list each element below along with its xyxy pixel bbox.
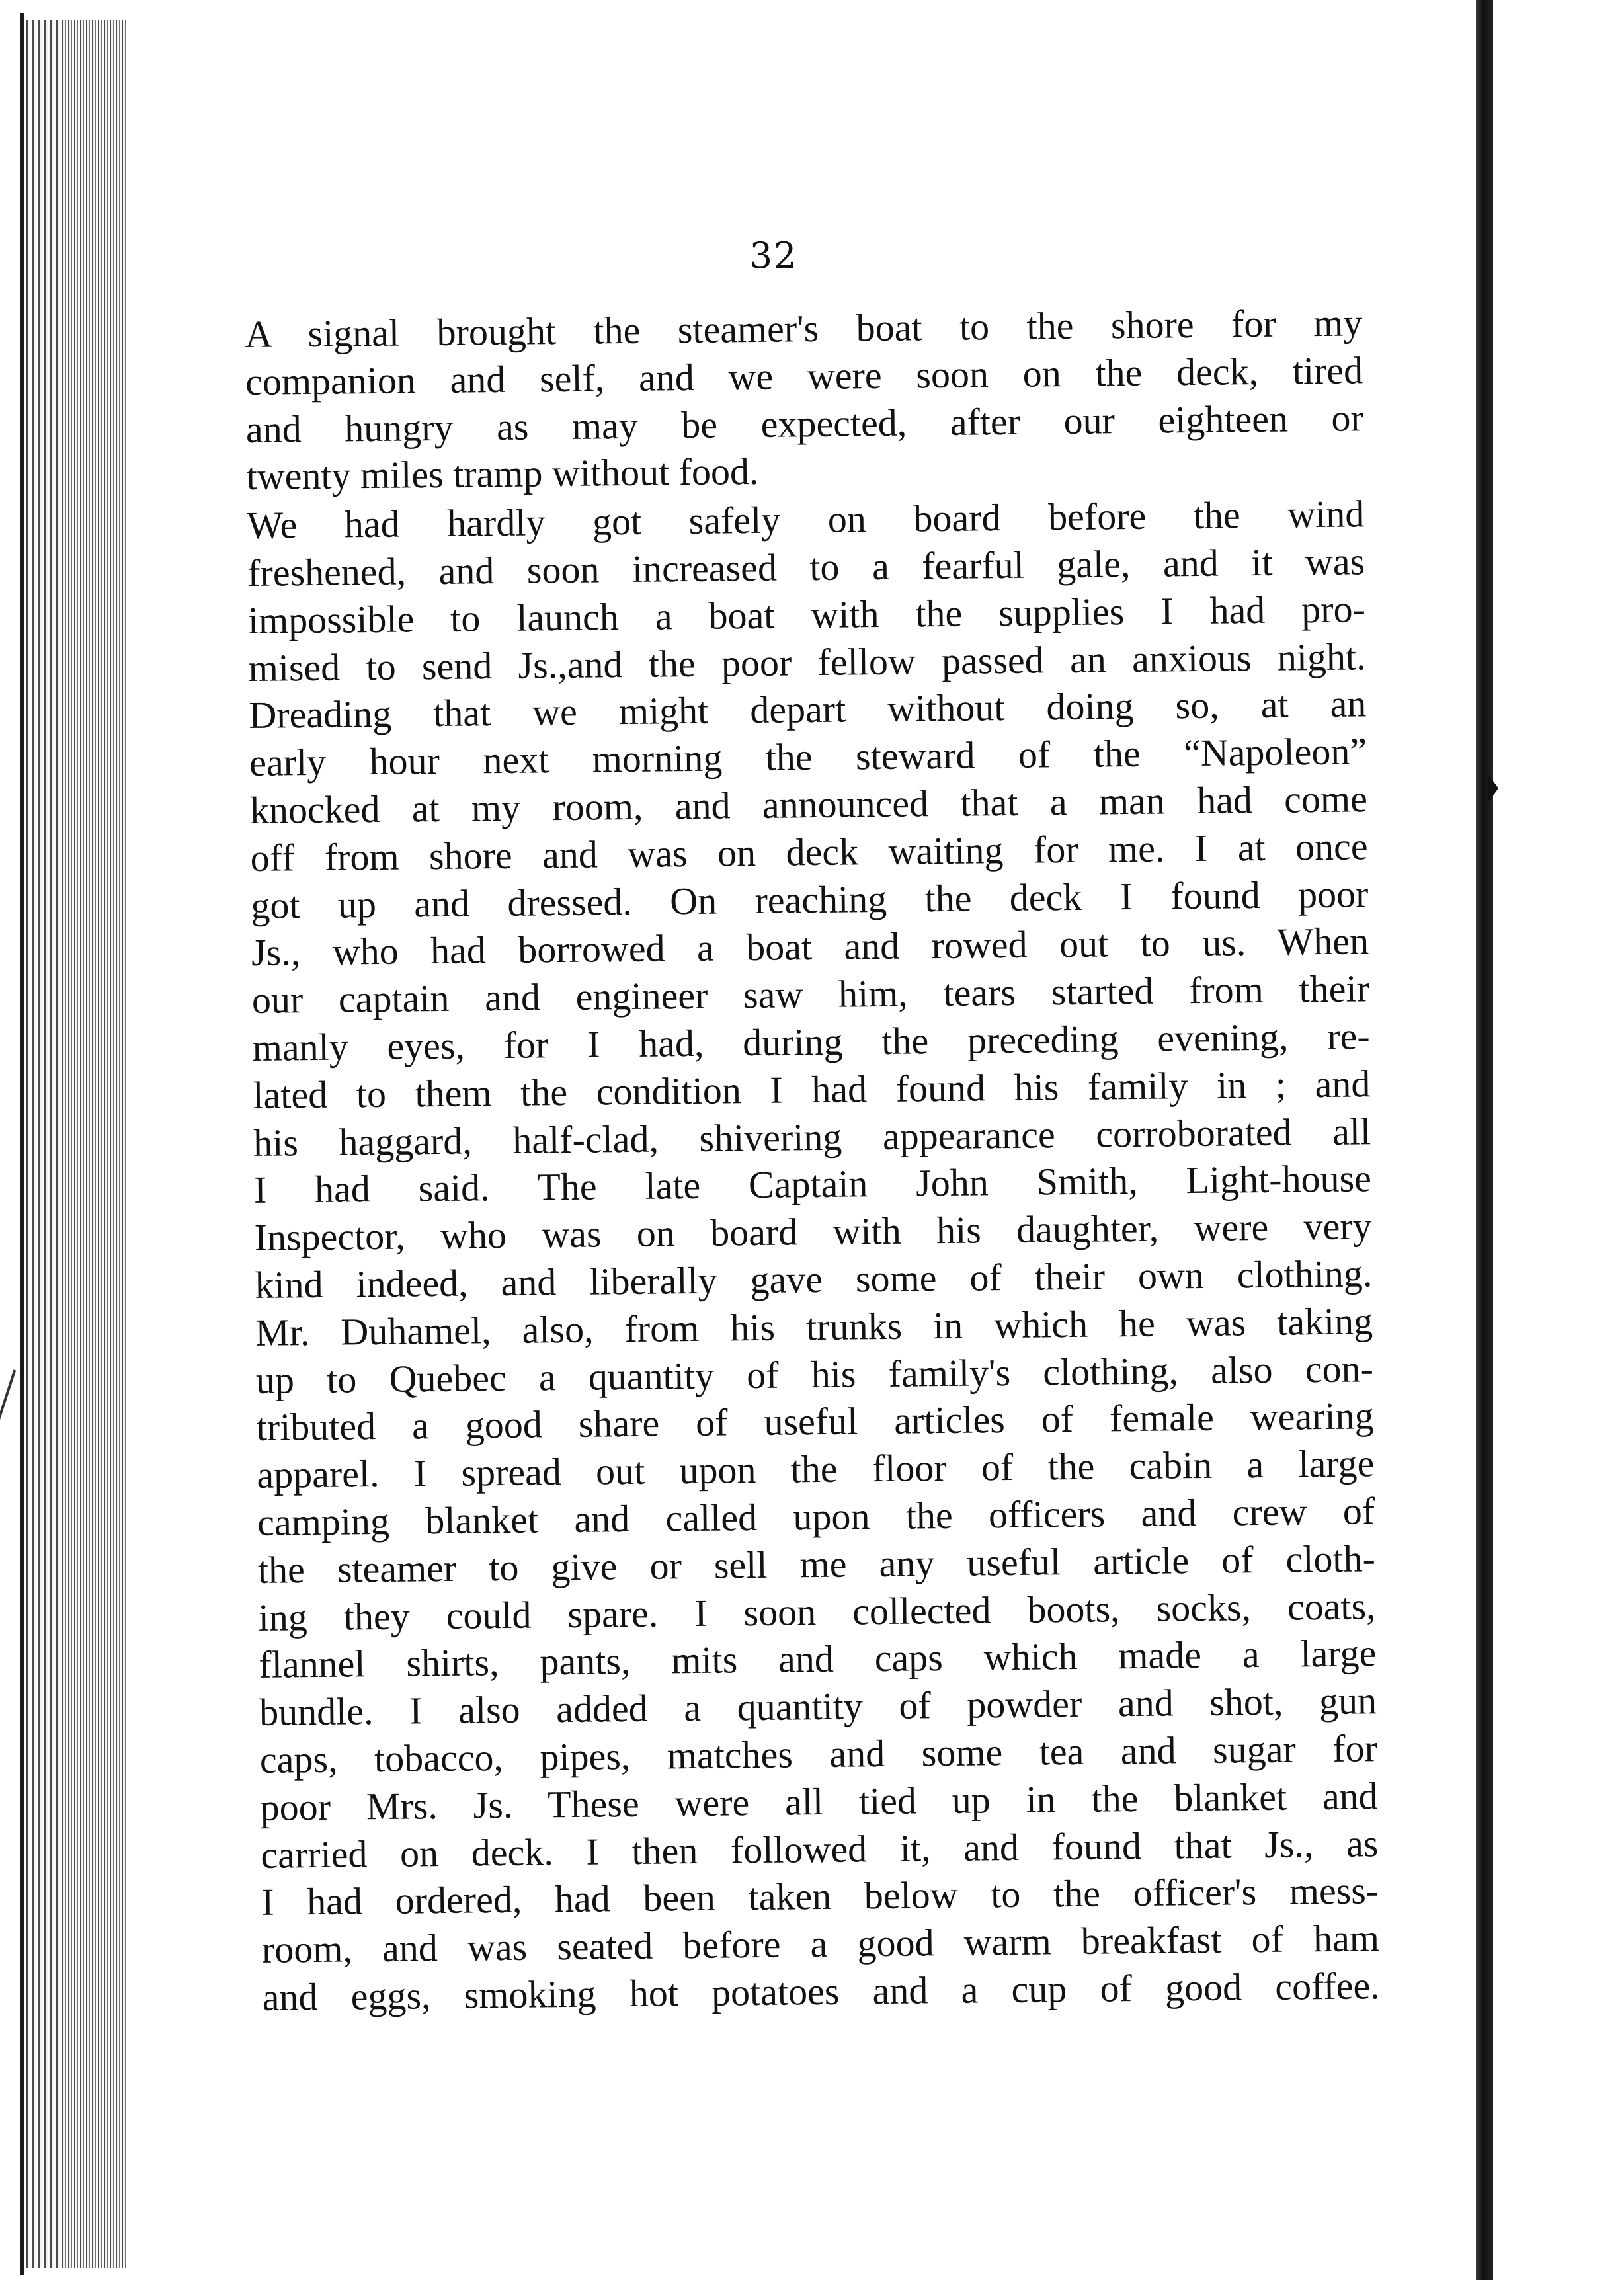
text-line: tributed a good share of useful articles of female wearing — [256, 1394, 1374, 1449]
text-line: camping blanket and called upon the officers and crew of — [257, 1489, 1375, 1544]
page-edge-stack — [26, 20, 126, 2268]
text-line: poor Mrs. Js. These were all tied up in the blanket and — [260, 1773, 1378, 1829]
binding-notch — [1488, 774, 1498, 803]
text-line: ing they could spare. I soon collected boots, socks, coats, — [258, 1584, 1376, 1639]
text-line: his haggard, half-clad, shivering appearance corroborated all — [253, 1109, 1371, 1164]
page-number: 32 — [749, 235, 798, 276]
text-line: off from shore and was on deck waiting for me. I at once — [250, 825, 1368, 879]
text-line: room, and was seated before a good warm breakfast of ham — [261, 1916, 1380, 1971]
body-text — [245, 299, 1380, 2021]
stray-mark — [0, 1369, 16, 1420]
text-line: the steamer to give or sell me any useful article of cloth- — [257, 1536, 1376, 1592]
text-line: caps, tobacco, pipes, matches and some tea and sugar for — [259, 1727, 1378, 1781]
text-line: got up and dressed. On reaching the deck I found poor — [251, 872, 1369, 927]
text-line: A signal brought the steamer's boat to the shore for my — [245, 301, 1363, 356]
page-edge-outer — [20, 13, 24, 2275]
text-line: up to Quebec a quantity of his family's clothing, also con- — [255, 1346, 1374, 1402]
text-line: I had ordered, had been taken below to the officer's mess- — [261, 1869, 1379, 1924]
text-line: carried on deck. I then followed it, and found that Js., as — [261, 1821, 1379, 1877]
text-line: I had said. The late Captain John Smith, Light-house — [253, 1157, 1372, 1212]
text-line: flannel shirts, pants, mits and caps which made a large — [259, 1631, 1377, 1687]
text-line: mised to send Js.,and the poor fellow passed an anxious night. — [248, 634, 1366, 690]
text-line: Mr. Duhamel, also, from his trunks in which he was taking — [255, 1299, 1373, 1354]
text-line: impossible to launch a boat with the supplies I had pro- — [247, 587, 1366, 642]
text-line: twenty miles tramp without food. — [246, 450, 759, 499]
text-line: Js., who had borrowed a boat and rowed out to us. When — [251, 919, 1369, 975]
text-line: and hungry as may be expected, after our eighteen or — [245, 395, 1364, 451]
text-line: companion and self, and we were soon on the deck, tired — [245, 348, 1363, 403]
text-line: bundle. I also added a quantity of powder and shot, gun — [259, 1679, 1377, 1734]
text-line: early hour next morning the steward of the “Napoleon” — [249, 729, 1367, 785]
text-line: and eggs, smoking hot potatoes and a cup of good coffee. — [262, 1964, 1380, 2019]
text-line: apparel. I spread out upon the floor of the cabin a large — [257, 1442, 1375, 1497]
book-binding — [1476, 0, 1493, 2280]
text-line: Dreading that we might depart without doing so, at an — [249, 682, 1367, 737]
text-line: We had hardly got safely on board before the wind — [247, 492, 1365, 548]
text-line: kind indeed, and liberally gave some of their own clothing. — [255, 1252, 1373, 1307]
text-line: freshened, and soon increased to a fearful gale, and it was — [247, 540, 1365, 594]
text-line: lated to them the condition I had found his family in ; and — [253, 1061, 1371, 1117]
text-line: Inspector, who was on board with his daughter, were very — [254, 1204, 1372, 1260]
text-line: knocked at my room, and announced that a man had come — [249, 777, 1368, 832]
text-line: our captain and engineer saw him, tears started from their — [251, 967, 1370, 1022]
text-line: manly eyes, for I had, during the preceding evening, re- — [252, 1014, 1370, 1069]
